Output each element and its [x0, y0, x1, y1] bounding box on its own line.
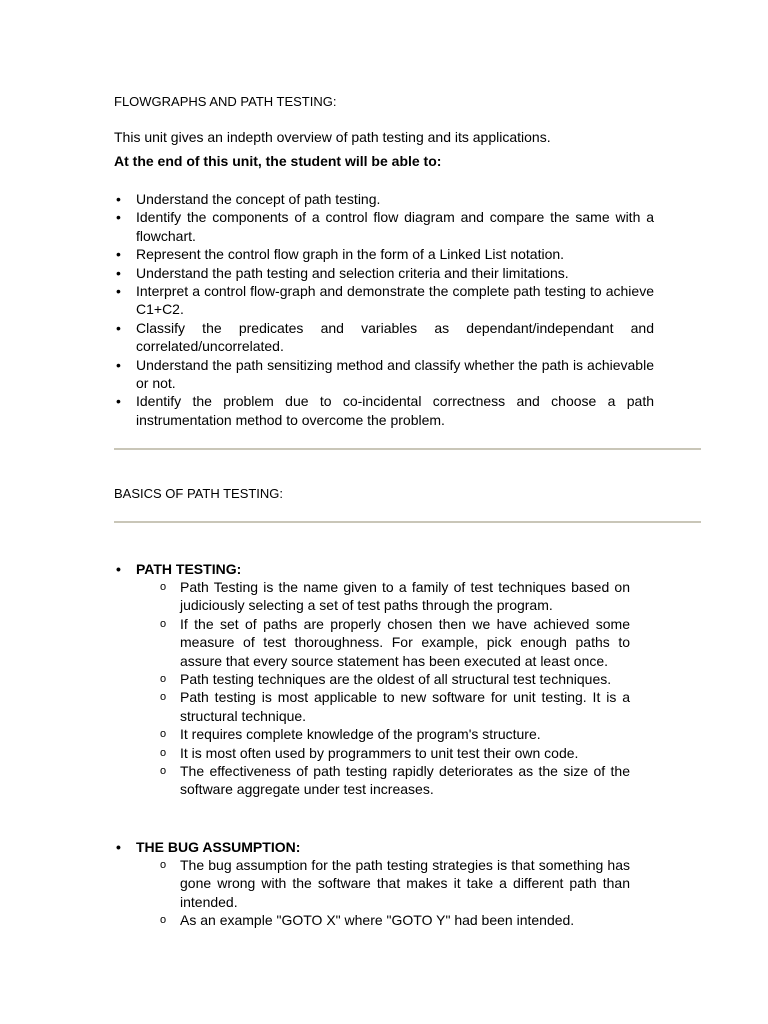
sub-list [160, 856, 630, 930]
list-item: o The effectiveness of path testing rapidly deteriorates as the size of the software aggregate under test increases. [160, 763, 630, 798]
circle-bullet-icon: o [160, 765, 167, 778]
bullet-icon: • [116, 561, 121, 577]
sub-list [160, 578, 630, 799]
bullet-icon: • [116, 264, 121, 281]
circle-bullet-icon: o [160, 691, 167, 704]
section-heading: • THE BUG ASSUMPTION: [116, 839, 301, 855]
circle-bullet-icon: o [160, 728, 167, 741]
objectives-list [114, 190, 654, 429]
section-title: BASICS OF PATH TESTING: [114, 486, 284, 501]
list-item: o As an example "GOTO X" where "GOTO Y" had been intended. [160, 912, 575, 929]
list-item: • Classify the predicates and variables as dependant/independant and correlated/uncorrelated. [116, 319, 654, 355]
list-item: • Understand the path sensitizing method and classify whether the path is achievable or not. [116, 356, 654, 392]
page-title: FLOWGRAPHS AND PATH TESTING: [114, 94, 337, 109]
circle-bullet-icon: o [160, 581, 167, 593]
circle-bullet-icon: o [160, 673, 167, 686]
list-item: • Identify the problem due to co-incidental correctness and choose a path instrumentation method to overcome the problem. [116, 393, 654, 428]
divider [114, 448, 701, 450]
bullet-icon: • [116, 246, 121, 263]
bullet-icon: • [116, 283, 121, 300]
list-item: o If the set of paths are properly chosen then we have achieved some measure of test thoroughness. For example, pick enough paths to assure that every source statement has been executed at least once. [160, 615, 630, 669]
list-item: o It is most often used by programmers to unit test their own code. [160, 744, 579, 761]
circle-bullet-icon: o [160, 859, 167, 871]
divider [114, 521, 701, 523]
objectives-lead: At the end of this unit, the student will be able to: [114, 153, 442, 169]
section-heading: • PATH TESTING: [116, 561, 242, 577]
list-item: o Path testing techniques are the oldest of all structural test techniques. [160, 671, 612, 688]
list-item: o It requires complete knowledge of the program's structure. [160, 726, 541, 743]
list-item: o Path testing is most applicable to new software for unit testing. It is a structural technique. [160, 689, 630, 724]
bullet-icon: • [116, 191, 121, 207]
bullet-icon: • [116, 209, 121, 226]
bullet-icon: • [116, 356, 121, 373]
bullet-icon: • [116, 393, 121, 410]
list-item: • Interpret a control flow-graph and demonstrate the complete path testing to achieve C1+C2. [116, 283, 654, 318]
list-item: • Represent the control flow graph in the form of a Linked List notation. [116, 246, 565, 263]
list-item: • Identify the components of a control flow diagram and compare the same with a flowchart. [116, 209, 654, 244]
circle-bullet-icon: o [160, 617, 167, 630]
list-item: o Path Testing is the name given to a family of test techniques based on judiciously selecting a set of test paths through the program. [160, 579, 630, 614]
list-item: • Understand the path testing and selection criteria and their limitations. [116, 264, 569, 281]
circle-bullet-icon: o [160, 746, 167, 759]
circle-bullet-icon: o [160, 914, 167, 927]
list-item: o The bug assumption for the path testing strategies is that something has gone wrong with the software that makes it take a different path than intended. [160, 857, 630, 910]
bullet-icon: • [116, 839, 121, 855]
list-item: • Understand the concept of path testing. [116, 191, 381, 207]
bullet-icon: • [116, 319, 121, 336]
intro-paragraph: This unit gives an indepth overview of path testing and its applications. [114, 129, 551, 145]
